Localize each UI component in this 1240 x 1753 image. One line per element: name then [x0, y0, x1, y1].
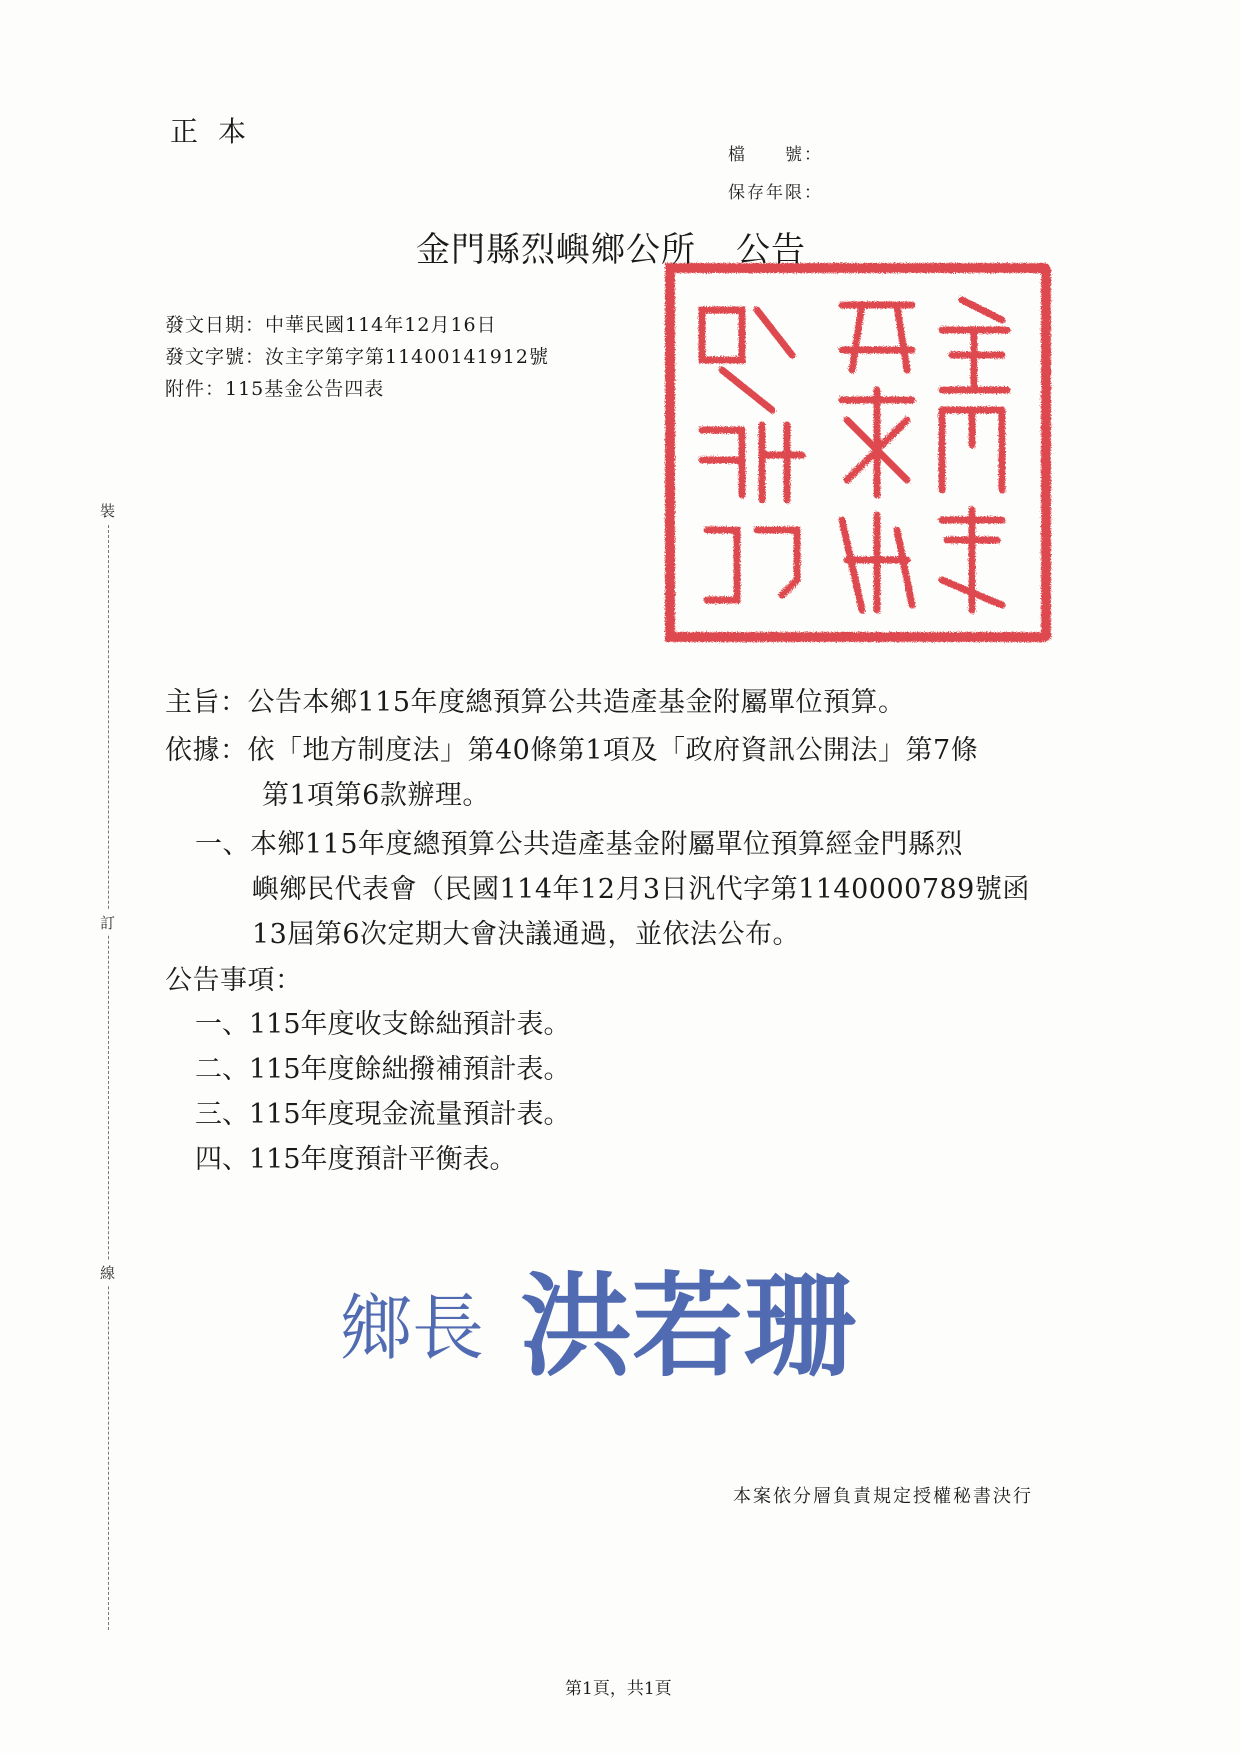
basis-line-1: 依據：依「地方制度法」第40條第1項及「政府資訊公開法」第7條: [165, 735, 979, 766]
official-seal: [662, 260, 1054, 645]
page-number: 第1頁，共1頁: [565, 1679, 672, 1699]
signature-title: 鄉長: [340, 1286, 485, 1370]
retention-period-label: 保存年限：: [728, 183, 823, 203]
notice-item: 四、115年度預計平衡表。: [195, 1144, 517, 1175]
mayor-signature-stamp: [340, 1245, 940, 1395]
notices-heading: 公告事項：: [165, 965, 303, 996]
binding-mark-zhuang: 裝: [100, 498, 115, 523]
basis-line-2: 第1項第6款辦理。: [262, 780, 490, 811]
issue-date: 發文日期：中華民國114年12月16日: [165, 314, 497, 336]
binding-mark-ding: 訂: [100, 910, 115, 935]
document-number: 發文字號：汝主字第字第11400141912號: [165, 346, 549, 368]
signature-name: 洪若珊: [520, 1261, 856, 1392]
copy-label: 正本: [170, 115, 267, 148]
notice-item: 三、115年度現金流量預計表。: [195, 1099, 571, 1130]
document-type: 公告: [736, 230, 806, 270]
notice-item: 一、115年度收支餘絀預計表。: [195, 1009, 571, 1040]
issuing-office: 金門縣烈嶼鄉公所: [416, 230, 696, 270]
binding-dashed-line: [108, 520, 109, 1630]
binding-mark-xian: 線: [100, 1260, 115, 1285]
file-number-label: 檔 號：: [728, 145, 823, 165]
notice-item: 二、115年度餘絀撥補預計表。: [195, 1054, 571, 1085]
basis-item-1-line-1: 一、本鄉115年度總預算公共造產基金附屬單位預算經金門縣烈: [195, 829, 964, 860]
basis-item-1-line-2: 嶼鄉民代表會（民國114年12月3日汎代字第1140000789號函: [252, 874, 1030, 905]
delegation-note: 本案依分層負責規定授權秘書決行: [733, 1486, 1033, 1507]
basis-item-1-line-3: 13屆第6次定期大會決議通過，並依法公布。: [252, 919, 801, 950]
subject: 主旨：公告本鄉115年度總預算公共造產基金附屬單位預算。: [165, 687, 906, 718]
document-title: [416, 222, 806, 271]
attachment: 附件：115基金公告四表: [165, 378, 385, 400]
